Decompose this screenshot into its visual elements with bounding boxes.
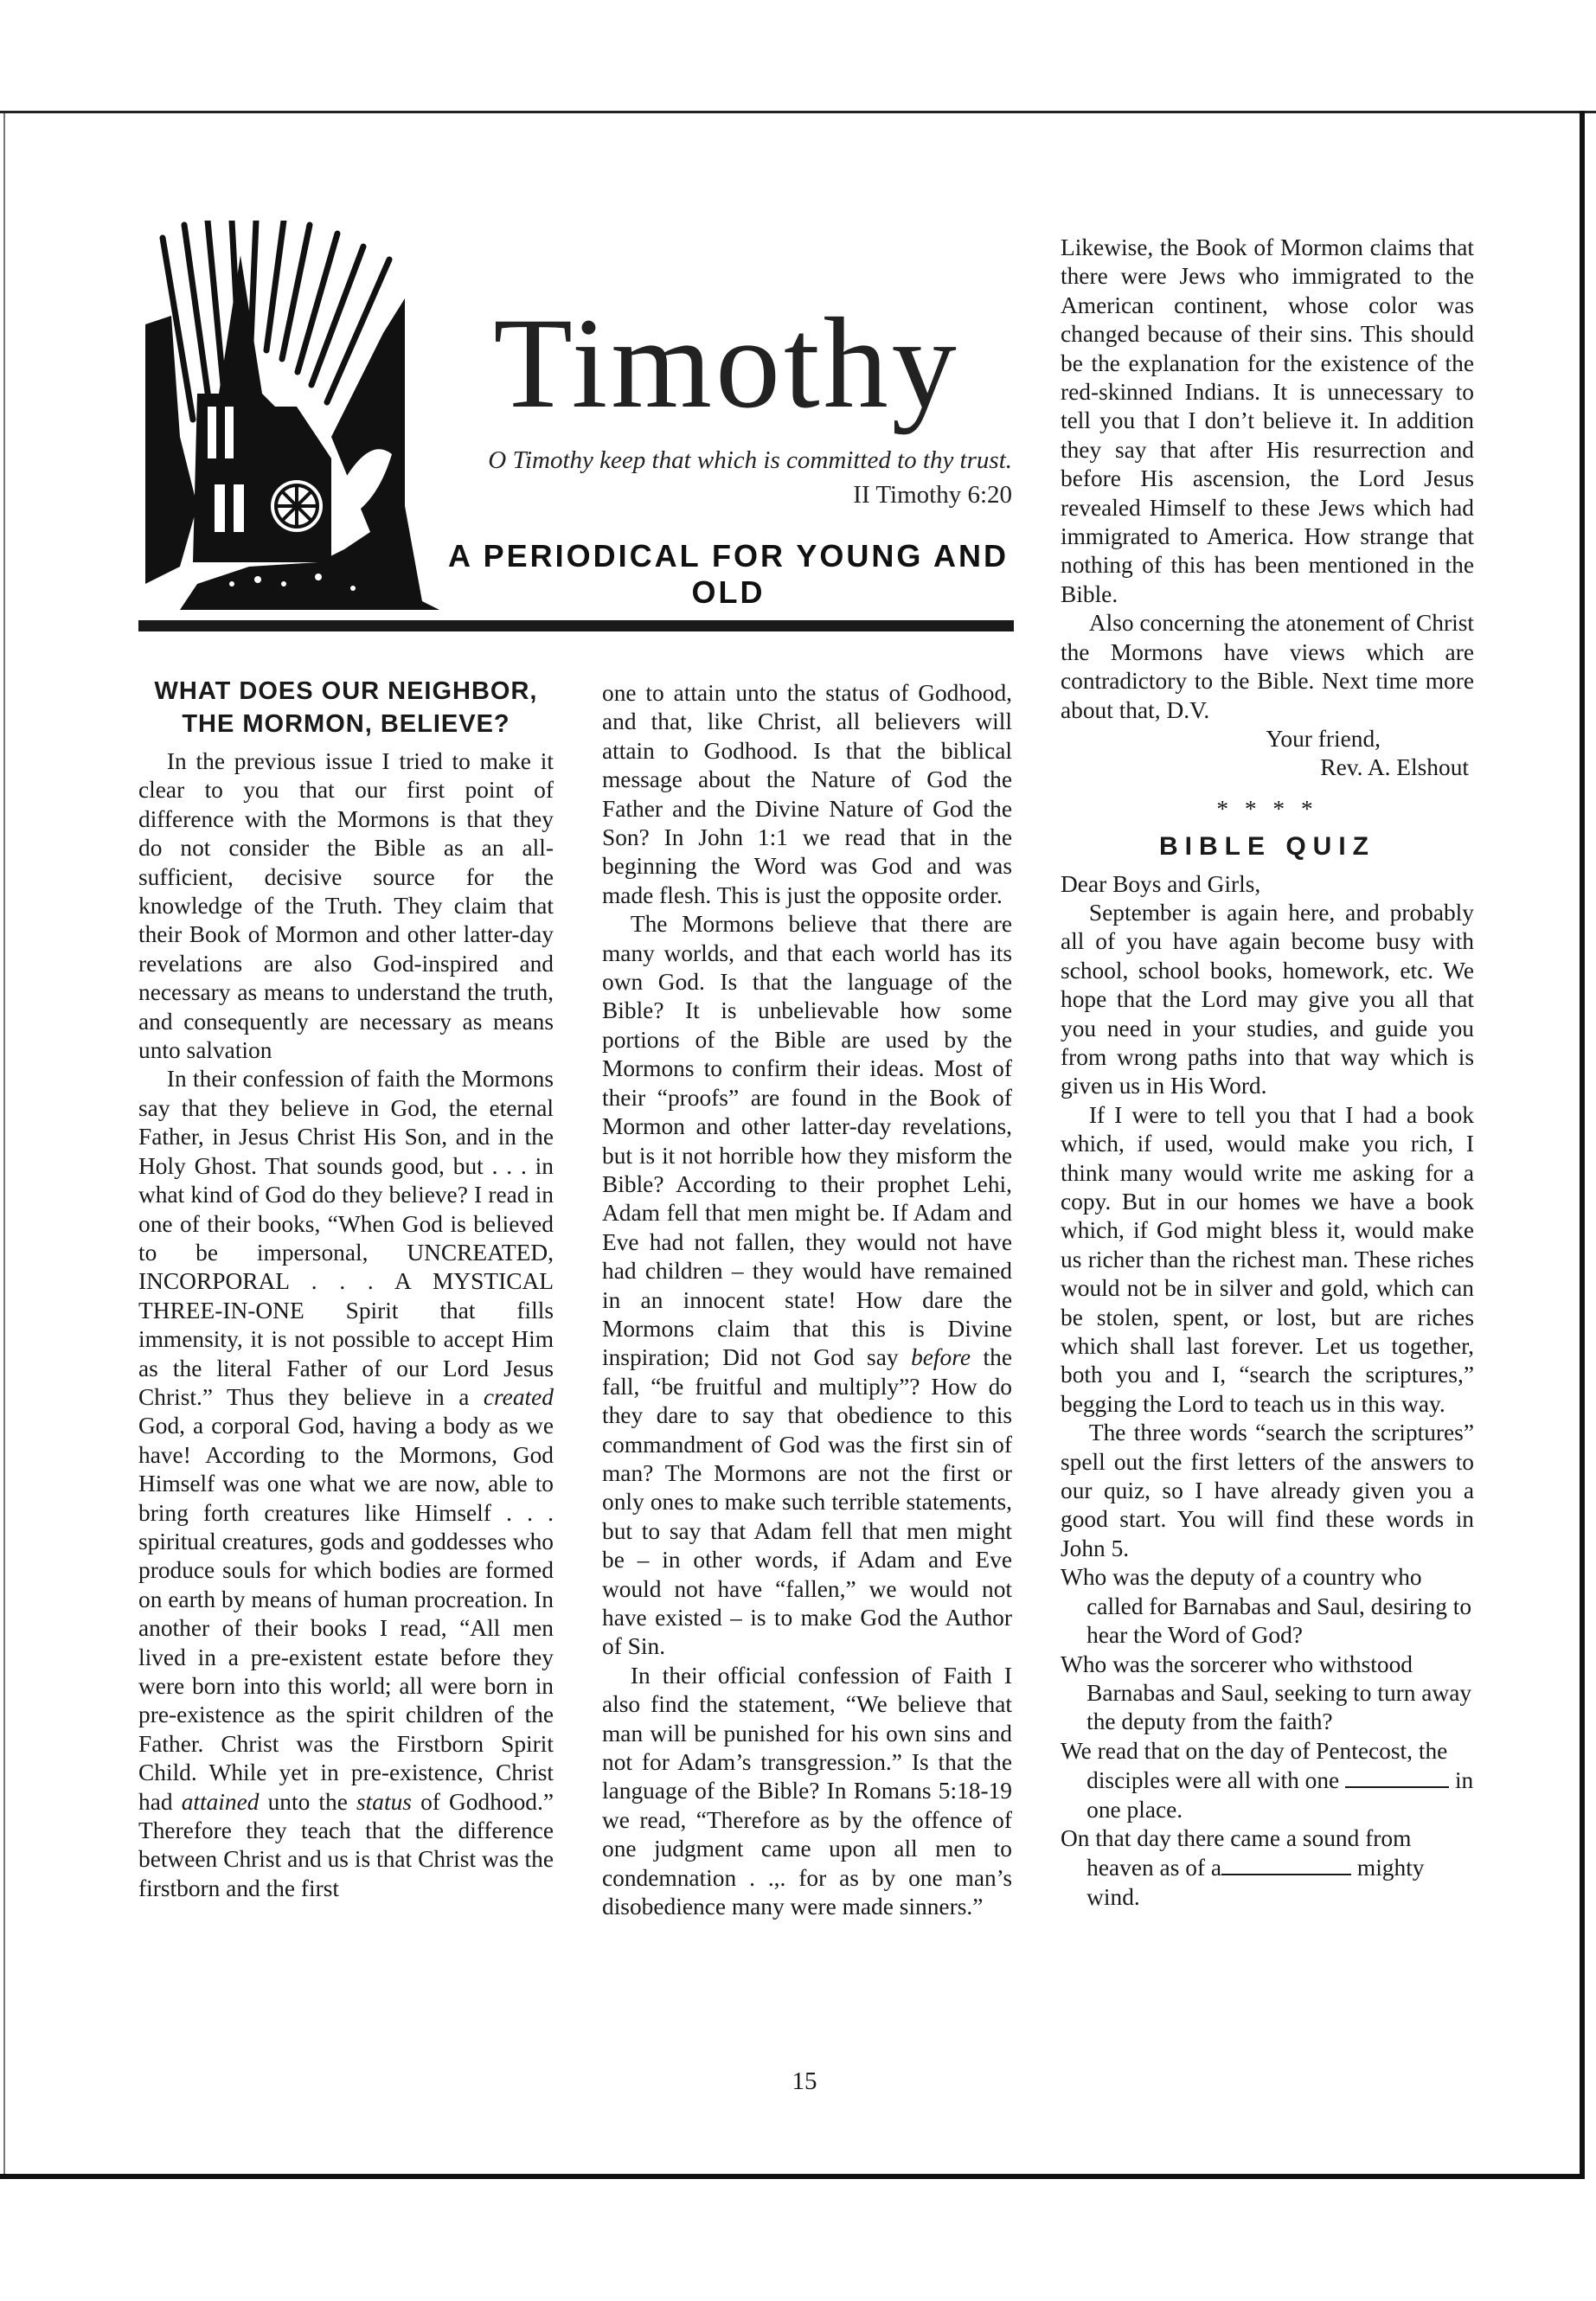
article-paragraph [602,910,1012,1662]
text-run: The Mormons believe that there are many worlds, and that each world has its own God. Is that the language of the Bible? It is unbelievable how some portions of the Bible are used by the Mormons to confirm their ideas. Most of their “proofs” are found in the Book of Mormon and other latter-day revelations, but is it not horrible how they misform the Bible? According to their prophet Lehi, Adam fell that men might be. If Adam and Eve had not fallen, they would not have had children – they would have remained in an innocent state! How dare the Mormons claim that this is Divine inspiration; Did not God say [602,911,1012,1371]
answer-blank [1221,1853,1351,1875]
text-run: God, a corporal God, having a body as we have! According to the Mormons, God Himself was one what we are now, able to bring forth creatures like Himself . . . spiritual creatures, gods and goddesses who produce souls for which bodies are formed on earth by means of human procreation. In another of their books I read, “All men lived in a pre-existent estate before they were born into this world; all were born in pre-existence as the spirit children of the Father. Christ was the Firstborn Spirit Child. While yet in pre-existence, Christ had [138,1413,554,1815]
quiz-heading: BIBLE QUIZ [1159,832,1375,862]
article-paragraph: one to attain unto the status of Godhood, and that, like Christ, all believers will attain to Godhood. Is that the biblical message about the Nature of God the Father and the Divine Nature of God the Son? In John 1:1 we read that in the beginning the Word was God and was made flesh. This is just the opposite order. [602,680,1012,908]
text-run: unto the [259,1788,357,1815]
text-run: In their confession of faith the Mormons say that they believe in God, the eternal Father, in Jesus Christ His Son, and in the Holy Ghost. That sounds good, but . . . in what kind of God do they believe? I read in one of their books, “When God is believed to be impersonal, UNCREATED, INCORPORAL . . . A MYSTICAL THREE-IN-ONE Spirit that fills immensity, it is not possible to accept Him as the literal Father of our Lord Jesus Christ.” Thus they believe in a [138,1066,554,1410]
emphasis-text: status [356,1788,412,1815]
article-paragraph: Likewise, the Book of Mormon claims that there were Jews who immigrated to the American continent, whose color was changed because of their sins. This should be the explanation for the existence of the red-skinned Indians. It is unnecessary to tell you that I don’t believe it. In addition they say that after His resurrection and before His ascension, the Lord Jesus revealed Himself to these Jews which had immigrated to America. How strange that nothing of this has been mentioned in the Bible. [1061,234,1474,607]
section-separator: * * * * [1216,795,1318,822]
article-paragraph [138,1065,554,1903]
text-run: We read that on the day of Pentecost, the disciples were all with one [1061,1737,1448,1794]
column-2 [602,679,1012,1921]
signoff-author: Rev. A. Elshout [1320,754,1469,781]
quiz-question [1061,1824,1474,1912]
text-run: in one place. [1086,1767,1474,1823]
article-paragraph: In the previous issue I tried to make it clear to you that our first point of difference with the Mormons is that they do not consider the Bible as an all-sufficient, decisive source for the knowledge of the Truth. They claim that their Book of Mormon and other latter-day revelations are also God-inspired and necessary as means to understand the truth, and consequently are necessary as means unto salvation [138,748,554,1064]
scan-border-top [0,111,1596,113]
masthead-title: Timothy [493,292,960,435]
answer-blank [1345,1766,1449,1788]
scan-border-left [3,113,5,2174]
column-1 [138,675,554,1903]
column-3 [1061,234,1474,1912]
masthead-motto: O Timothy keep that which is committed to thy trust. [488,446,1012,474]
scan-border-right [1580,111,1585,2178]
text-run: On that day there came a sound from heaven as of a [1061,1824,1412,1881]
masthead-tagline: A PERIODICAL FOR YOUNG AND OLD [447,538,1010,610]
emphasis-text: created [483,1383,554,1410]
quiz-paragraph: The three words “search the scriptures” spell out the first letters of the answers to our quiz, so I have already given you a good start. You will find these words in John 5. [1061,1420,1474,1561]
text-run: the fall, “be fruitful and multiply”? How do they dare to say that obedience to this commandment of God was the first sin of man? The Mormons are not the first or only ones to make such terrible statements, but to say that Adam fell that men might be – in other words, if Adam and Eve would not have “fallen,” we would not have existed – is to make God the Author of Sin. [602,1344,1012,1660]
emphasis-text: before [911,1344,971,1371]
quiz-salutation: Dear Boys and Girls, [1061,870,1261,897]
emphasis-text: attained [181,1788,260,1815]
scan-border-bottom [0,2174,1585,2179]
page-number: 15 [792,2067,817,2095]
quiz-question: Who was the deputy of a country who called for Barnabas and Saul, desiring to hear the Word of God? [1061,1564,1472,1649]
article-paragraph: In their official confession of Faith I also find the statement, “We believe that man will be punished for his own sins and not for Adam’s transgression.” Is that the language of the Bible? In Romans 5:18-19 we read, “Therefore as by the offence of one judgment came upon all men to condemnation . .,. for as by one man’s disobedience many were made sinners.” [602,1662,1012,1920]
motto-reference: II Timothy 6:20 [853,481,1012,509]
masthead-rule [138,620,1014,631]
signoff-closing: Your friend, [1266,725,1381,752]
quiz-question [1061,1737,1474,1824]
article-paragraph: Also concerning the atonement of Christ the Mormons have views which are contradictory to the Bible. Next time more about that, D.V. [1061,610,1474,723]
quiz-question: Who was the sorcerer who withstood Barnabas and Saul, seeking to turn away the deputy from the faith? [1061,1650,1472,1735]
article-heading: WHAT DOES OUR NEIGHBOR, THE MORMON, BELIEVE? [154,677,538,738]
church-woodcut-logo [145,221,439,610]
text-run: mighty wind. [1086,1855,1425,1910]
quiz-paragraph: September is again here, and probably all of you have again become busy with school, school books, homework, etc. We hope that the Lord may give you all that you need in your studies, and guide you from wrong paths into that way which is given us in His Word. [1061,899,1474,1099]
text-run: of Godhood.” Therefore they teach that the difference between Christ and us is that Christ was the firstborn and the first [138,1788,554,1901]
quiz-paragraph: If I were to tell you that I had a book which, if used, would make you rich, I think many would write me asking for a copy. But in our homes we have a book which, if God might bless it, would make us richer than the richest man. These riches would not be in silver and gold, which can be stolen, spent, or lost, but are riches which shall last forever. Let us together, both you and I, “search the scriptures,” begging the Lord to teach us in this way. [1061,1101,1474,1417]
